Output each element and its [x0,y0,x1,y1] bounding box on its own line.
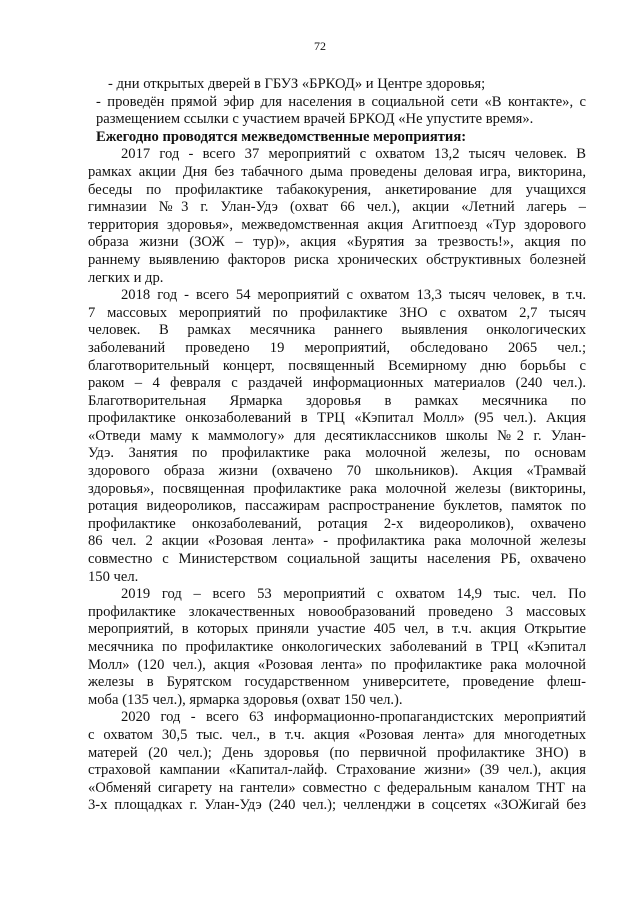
text-line: заболеваний проведено 19 мероприятий, обследовано 2065 чел.; [88,339,586,356]
text-line: здорового образа жизни (охвачено 70 школьников). Акция «Трамвай [88,463,586,480]
page-number: 72 [314,39,326,53]
text-line: профилактике онкозаболеваний, ротация 2-х видеороликов), охвачено [88,515,586,532]
text-line: 3-х площадках г. Улан-Удэ (240 чел.); челленджи в соцсетях «ЗОЖигай без [88,797,586,814]
text-line: 150 чел. [88,568,139,585]
text-line: «Отведи маму к маммологу» для десятиклассников школы №2 г. Улан- [88,427,586,444]
text-line: здоровья», посвященная профилактике рака молочной железы (викторины, [88,480,586,497]
text-line: с охватом 30,5 тыс. чел., в т.ч. акция «Розовая лента» для многодетных [88,726,586,743]
paragraph-2018 [88,287,586,586]
text-line: раком – 4 февраля с раздачей информационных материалов (240 чел.). [88,375,586,392]
text-line: Благотворительная Ярмарка здоровья в рамках месячника по [88,392,586,409]
text-line: образа жизни (ЗОЖ – тур)», акция «Бурятия за трезвость!», акция по [88,234,586,251]
text-line: 2019 год – всего 53 мероприятий с охватом 14,9 тыс. чел. По [121,586,586,603]
text-line: совместно с Министерством социальной защиты населения РБ, охвачено [88,551,586,568]
text-line: Молл» (120 чел.), акция «Розовая лента» по профилактике рака молочной [88,656,586,673]
text-line: территория здоровья», межведомственная акция Агитпоезд «Тур здорового [88,216,586,233]
text-line: благотворительный концерт, посвященный Всемирному дню борьбы с [88,357,586,374]
bullet-live-broadcast: - проведён прямой эфир для населения в социальной сети «В контакте», с [96,93,586,110]
text-line: раннему выявлению факторов риска хронических обструктивных болезней [88,251,586,268]
text-line: страховой кампании «Капитал-лайф. Страхование жизни» (39 чел.), акция [88,762,586,779]
text-line: беседы по профилактике табакокурения, анкетирование для учащихся [88,181,586,198]
text-line: 2020 год - всего 63 информационно-пропагандистских мероприятий [121,709,586,726]
text-line: матерей (20 чел.); День здоровья (по первичной профилактике ЗНО) в [88,744,586,761]
bullet-live-broadcast-cont: размещением ссылки с участием врачей БРКОД «Не упустите время». [96,111,534,128]
text-line: 2017 год - всего 37 мероприятий с охватом 13,2 тысяч человек. В [121,146,586,163]
text-line: профилактике злокачественных новообразований проведено 3 массовых [88,603,586,620]
section-heading: Ежегодно проводятся межведомственные мероприятия: [96,128,467,145]
document-body [88,76,586,815]
text-line: «Обменяй сигарету на гантели» совместно с федеральным каналом ТНТ на [88,779,586,796]
text-line: месячника по профилактике онкологических заболеваний в ТРЦ «Кэпитал [88,639,586,655]
text-line: рамках акции Дня без табачного дыма проведены деловая игра, викторина, [88,163,586,180]
text-line: ротация видеороликов, пассажирам распространение буклетов, памяток по [88,498,586,515]
paragraph-2020 [88,709,586,815]
text-line: мероприятий, в которых приняли участие 405 чел, в т.ч. акция Открытие [88,621,586,638]
text-line: 7 массовых мероприятий по профилактике ЗНО с охватом 2,7 тысяч [88,304,586,321]
text-line: профилактике онкозаболеваний в ТРЦ «Кэпитал Молл» (95 чел.). Акция [88,410,586,427]
text-line: гимназии №3 г. Улан-Удэ (охват 66 чел.), акции «Летний лагерь – [88,199,586,216]
text-line: 86 чел. 2 акции «Розовая лента» - профилактика рака молочной железы [88,533,586,550]
text-line: железы в Бурятском государственном университете, проведение флеш- [88,674,586,691]
text-line: человек. В рамках месячника раннего выявления онкологических [88,322,586,339]
text-line: 2018 год - всего 54 мероприятий с охватом 13,3 тысяч человек, в т.ч. [121,287,586,304]
paragraph-2017 [88,146,586,287]
text-line: моба (135 чел.), ярмарка здоровья (охват 150 чел.). [88,691,403,708]
paragraph-2019 [88,586,586,709]
text-line: Удэ. Занятия по профилактике рака молочной железы, по основам [88,445,586,462]
bullet-open-doors: - дни открытых дверей в ГБУЗ «БРКОД» и Центре здоровья; [108,76,486,92]
text-line: легких и др. [88,269,164,286]
